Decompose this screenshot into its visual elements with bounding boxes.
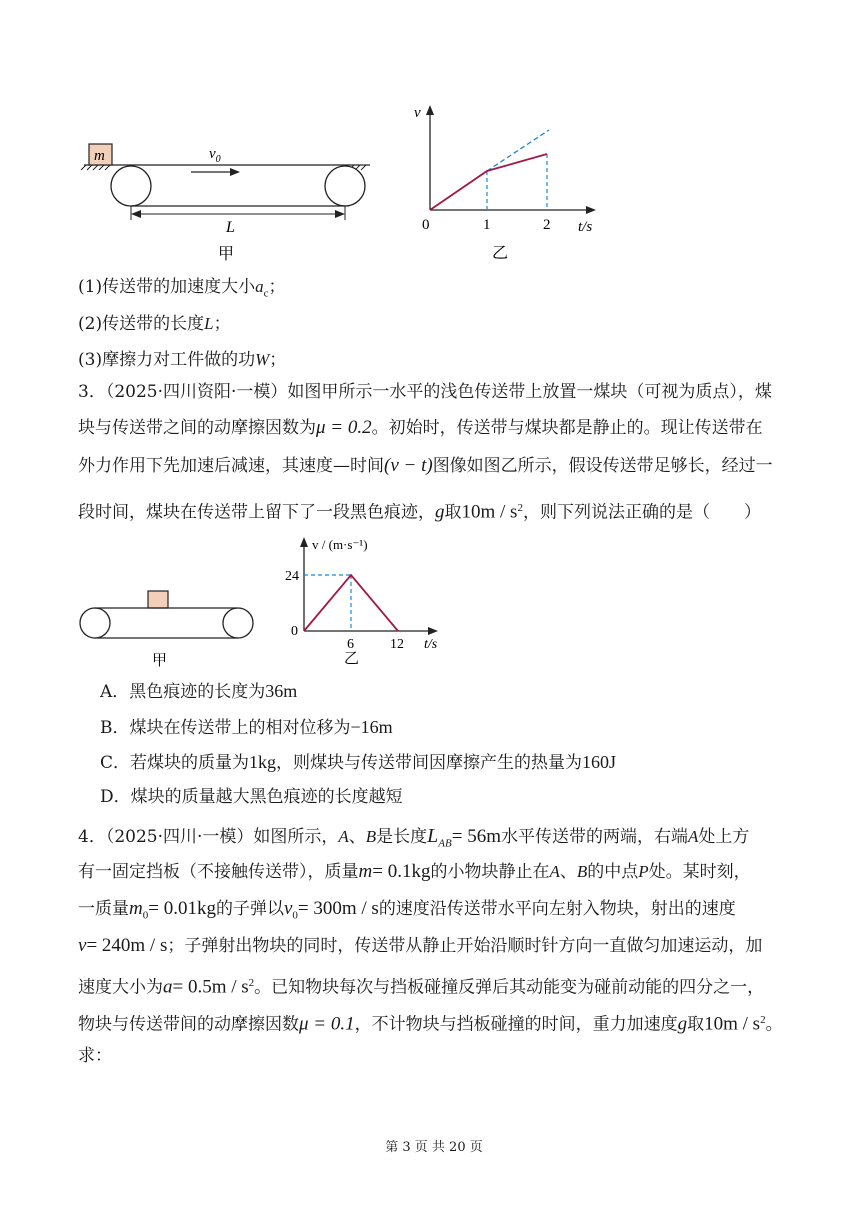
coal-block [148,591,168,608]
y-axis-arrow [426,105,434,115]
q3-line-4: 段时间，煤块在传送带上留下了一段黑色痕迹，g取$10m / s^2$，则下列说法正确的是（ ） [78,501,761,523]
ground-left-hatch [81,165,110,170]
q4-line-5: 速度大小为$a= 0.5m / s^2$。已知物块每次与挡板碰撞反弹后其动能变为碰前动能的四分之一， [78,976,765,998]
vt-chart-q3 [282,535,462,665]
y-tick-label: 24 [285,569,299,584]
x-axis-label: t/s [578,219,593,235]
page-footer: 第 3 页 共 20 页 [385,1140,483,1155]
velocity-arrowhead [230,168,240,176]
fig-jia-caption: 甲 [218,244,235,263]
q4-line-2: 有一固定挡板（不接触传送带），质量m= 0.1kg的小物块静止在A、B的中点P处。某时刻， [78,861,751,882]
fig-jia-caption-q3: 甲 [152,651,168,669]
q4-line-4: v= 240m / s；子弹射出物块的同时，传送带从静止开始沿顺时针方向一直做匀加速运动，加 [78,935,763,956]
fig-yi-caption: 乙 [492,243,509,262]
chart-y-axis-arrow [300,537,308,547]
x-tick-label: 0 [291,624,298,639]
q3-option-c[interactable]: C．若煤块的质量为1kg，则煤块与传送带间因摩擦产生的热量为160J [100,752,617,773]
q3-line-1: 3．（2025·四川资阳·一模）如图甲所示一水平的浅色传送带上放置一煤块（可视为质点），煤 [78,382,772,402]
y-axis-label: v [414,105,421,121]
chart-caption: 乙 [344,649,360,667]
roller-left-q3 [80,608,110,638]
block-m-label: m [94,148,105,164]
tick-2-label: 2 [543,217,551,233]
x-tick-label: 12 [390,637,404,652]
roller-left [111,166,151,206]
q3-line-3: 外力作用下先加速后减速，其速度—时间(v − t)图像如图乙所示，假设传送带足够长，经过一 [78,455,773,476]
length-label: L [226,219,235,236]
q4-line-7: 求： [78,1046,112,1066]
q2-part-1: (1)传送带的加速度大小$a_c$； [78,277,286,300]
x-axis-arrow [586,206,596,214]
chart-x-label: t/s [424,637,438,652]
conveyor-figure-jia-q3 [78,585,268,670]
q3-option-a[interactable]: A．黑色痕迹的长度为36m [100,681,298,702]
roller-right [325,166,365,206]
q2-part-2: (2)传送带的长度L； [78,314,231,334]
q4-line-6: 物块与传送带间的动摩擦因数μ = 0.1，不计物块与挡板碰撞的时间，重力加速度g取$10m / s^2$。 [78,1013,783,1035]
dashed-extension [487,130,549,171]
roller-right-q3 [223,608,253,638]
velocity-curve [430,154,547,210]
velocity-label: $v_0$ [209,146,221,165]
x-tick-label: 6 [347,637,354,652]
vt-graph-yi-top [408,95,608,265]
origin-label: 0 [422,217,430,233]
q3-option-d[interactable]: D．煤块的质量越大黑色痕迹的长度越短 [100,787,403,807]
tick-1-label: 1 [483,217,491,233]
q3-line-2: 块与传送带之间的动摩擦因数为μ = 0.2。初始时，传送带与煤块都是静止的。现让传送带在 [78,417,763,438]
q2-part-3: (3)摩擦力对工件做的功W； [78,350,287,370]
length-arrow-right [335,210,345,218]
q4-line-1: 4．（2025·四川·一模）如图所示，A、B是长度$L_{AB}= 56m$水平传送带的两端，右端A处上方 [78,825,750,850]
length-arrow-left [131,210,141,218]
q3-option-b[interactable]: B．煤块在传送带上的相对位移为−16m [100,717,393,738]
chart-x-axis-arrow [428,627,438,635]
chart-y-label: v / (m·s⁻¹) [312,537,368,552]
q4-line-3: 一质量$m_0= 0.01kg$的子弹以$v_0= 300m / s$的速度沿传送带水平向左射入物块，射出的速度 [78,898,736,922]
